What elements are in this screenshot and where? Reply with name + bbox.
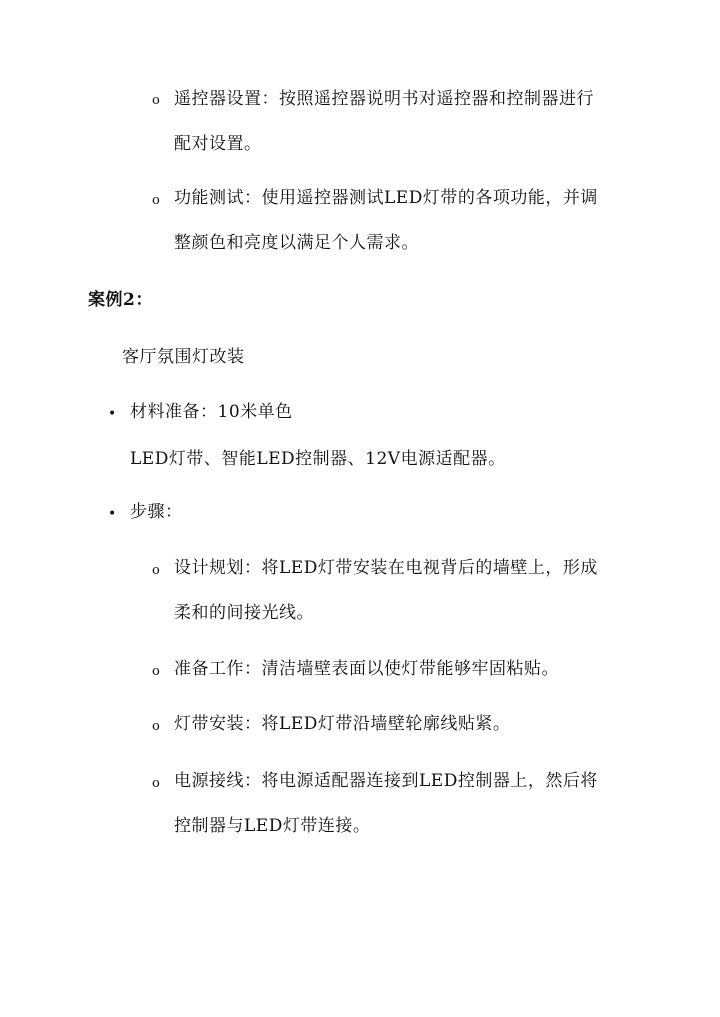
- step-bullet: o: [152, 664, 160, 679]
- step-text-continued: 柔和的间接光线。: [174, 603, 314, 623]
- sub-step-text: 遥控器设置：按照遥控器说明书对遥控器和控制器进行: [174, 89, 594, 109]
- step-bullet: o: [152, 563, 160, 578]
- case-heading: 案例2：: [88, 290, 153, 310]
- materials-bullet: •: [108, 406, 117, 422]
- step-text: 电源接线：将电源适配器连接到LED控制器上，然后将: [174, 771, 598, 791]
- step-text: 准备工作：清洁墙壁表面以使灯带能够牢固粘贴。: [174, 659, 559, 679]
- step-bullet: o: [152, 719, 160, 734]
- case-subtitle: 客厅氛围灯改装: [122, 347, 245, 367]
- steps-bullet: •: [108, 506, 117, 522]
- materials-text: 材料准备：10米单色: [130, 402, 293, 422]
- step-text: 灯带安装：将LED灯带沿墙壁轮廓线贴紧。: [174, 714, 511, 734]
- materials-text-continued: LED灯带、智能LED控制器、12V电源适配器。: [130, 449, 506, 469]
- sub-step-text-continued: 整颜色和亮度以满足个人需求。: [174, 233, 419, 253]
- step-text: 设计规划：将LED灯带安装在电视背后的墙壁上，形成: [174, 558, 598, 578]
- steps-label: 步骤：: [130, 502, 183, 522]
- sub-step-text-continued: 配对设置。: [174, 134, 262, 154]
- sub-step-bullet: o: [152, 193, 160, 208]
- sub-step-bullet: o: [152, 93, 160, 108]
- sub-step-text: 功能测试：使用遥控器测试LED灯带的各项功能，并调: [174, 188, 598, 208]
- step-text-continued: 控制器与LED灯带连接。: [174, 816, 371, 836]
- step-bullet: o: [152, 776, 160, 791]
